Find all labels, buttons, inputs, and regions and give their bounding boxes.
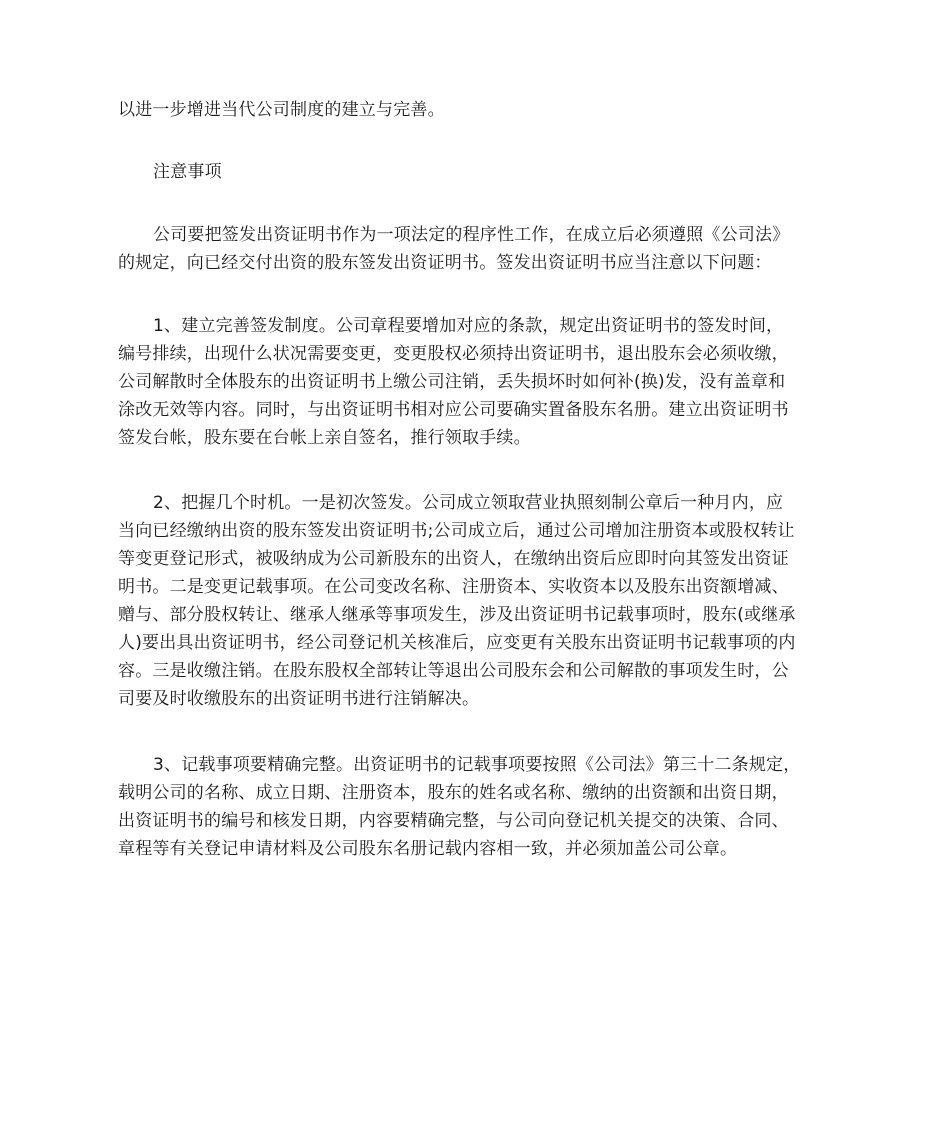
paragraph-line: 公司要把签发出资证明书作为一项法定的程序性工作，在成立后必须遵照《公司法》 (153, 225, 790, 245)
paragraph-line: 赠与、部分股权转让、继承人继承等事项发生，涉及出资证明书记载事项时，股东(或继承 (118, 605, 796, 625)
intro-line: 以进一步增进当代公司制度的建立与完善。 (118, 100, 445, 120)
paragraph-line: 载明公司的名称、成立日期、注册资本，股东的姓名或名称、缴纳的出资额和出资日期， (118, 783, 789, 803)
paragraph-line: 章程等有关登记申请材料及公司股东名册记载内容相一致，并必须加盖公司公章。 (118, 839, 738, 859)
paragraph-line: 涂改无效等内容。同时，与出资证明书相对应公司要确实置备股东名册。建立出资证明书 (118, 400, 789, 420)
paragraph-line: 等变更登记形式，被吸纳成为公司新股东的出资人，在缴纳出资后应即时向其签发出资证 (118, 549, 789, 569)
paragraph-line: 的规定，向已经交付出资的股东签发出资证明书。签发出资证明书应当注意以下问题： (118, 253, 772, 273)
paragraph-line: 编号排续，出现什么状况需要变更，变更股权必须持出资证明书，退出股东会必须收缴， (118, 344, 789, 364)
paragraph-line: 2、把握几个时机。一是初次签发。公司成立领取营业执照刻制公章后一种月内，应 (153, 493, 784, 513)
paragraph-line: 签发台帐，股东要在台帐上亲自签名，推行领取手续。 (118, 428, 531, 448)
section-heading: 注意事项 (153, 162, 222, 182)
paragraph-line: 1、建立完善签发制度。公司章程要增加对应的条款，规定出资证明书的签发时间， (153, 316, 784, 336)
paragraph-line: 公司解散时全体股东的出资证明书上缴公司注销，丢失损坏时如何补(换)发，没有盖章和 (118, 372, 786, 392)
paragraph-line: 司要及时收缴股东的出资证明书进行注销解决。 (118, 689, 480, 709)
paragraph-line: 当向已经缴纳出资的股东签发出资证明书;公司成立后，通过公司增加注册资本或股权转让 (118, 521, 795, 541)
paragraph-line: 明书。二是变更记载事项。在公司变改名称、注册资本、实收资本以及股东出资额增减、 (118, 577, 789, 597)
paragraph-line: 容。三是收缴注销。在股东股权全部转让等退出公司股东会和公司解散的事项发生时，公 (118, 661, 789, 681)
paragraph-line: 出资证明书的编号和核发日期，内容要精确完整，与公司向登记机关提交的决策、合同、 (118, 811, 789, 831)
paragraph-line: 3、记载事项要精确完整。出资证明书的记载事项要按照《公司法》第三十二条规定， (153, 755, 801, 775)
paragraph-line: 人)要出具出资证明书，经公司登记机关核准后，应变更有关股东出资证明书记载事项的内 (118, 633, 796, 653)
